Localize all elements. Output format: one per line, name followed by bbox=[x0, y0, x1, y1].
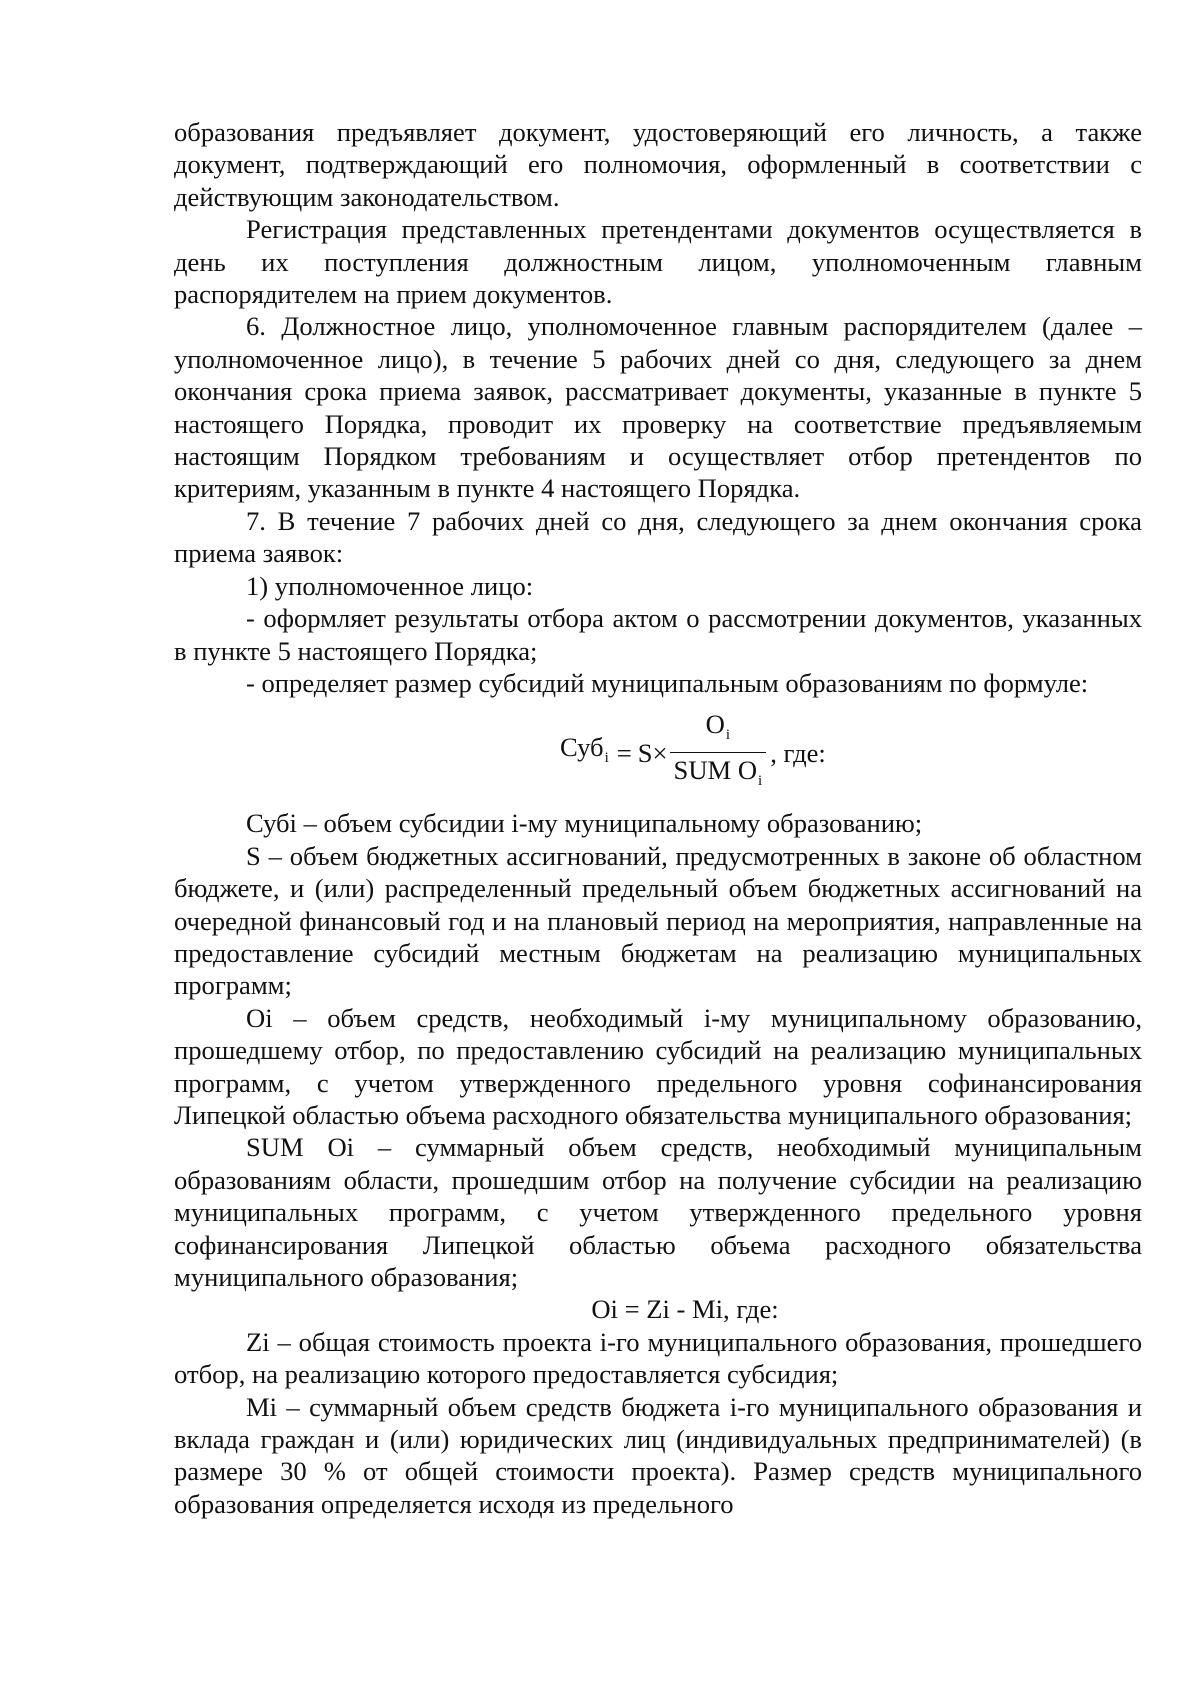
denominator-text: SUM O bbox=[673, 755, 758, 786]
paragraph-def-s: S – объем бюджетных ассигнований, предусмотренных в законе об областном бюджете, и (или) распределенный предельный объем бюджетных ассигнований на очередной финансовый год и на плановый период на мероприятия, направленные на предоставление субсидий местным бюджетам на реализацию муниципальных программ; bbox=[174, 840, 1142, 1001]
formula-lhs-subscript: i bbox=[604, 750, 609, 767]
paragraph-item-6: 6. Должностное лицо, уполномоченное главным распорядителем (далее – уполномоченное лицо), в течение 5 рабочих дней со дня, следующего за днем окончания срока приема заявок, рассматривает документы, указанные в пункте 5 настоящего Порядка, проводит их проверку на соответствие предъявляемым настоящим Порядком требованиям и осуществляет отбор претендентов по критериям, указанным в пункте 4 настоящего Порядка. bbox=[174, 311, 1142, 504]
formula-equals: = bbox=[616, 737, 632, 768]
formula-s-times: S× bbox=[637, 737, 668, 768]
paragraph-def-sub: Субi – объем субсидии i-му муниципальному образованию; bbox=[246, 808, 923, 839]
document-page bbox=[174, 116, 1142, 1520]
formula-tail: , где: bbox=[770, 737, 826, 768]
paragraph-def-mi: Mi – суммарный объем средств бюджета i-го муниципального образования и вклада граждан и (или) юридических лиц (индивидуальных предпринимателей) (в размере 30 % от общей стоимости проекта). Размер средств муниципального образования определяется исходя из предельного bbox=[174, 1391, 1142, 1519]
formula-lhs-text: Суб bbox=[560, 732, 604, 763]
paragraph-1: образования предъявляет документ, удостоверяющий его личность, а также документ, подтверждающий его полномочия, оформленный в соответствии с действующим законодательством. bbox=[174, 117, 1142, 212]
paragraph-dash-act: - оформляет результаты отбора актом о рассмотрении документов, указанных в пункте 5 настоящего Порядка; bbox=[174, 603, 1142, 666]
paragraph-def-oi: Oi – объем средств, необходимый i-му муниципальному образованию, прошедшему отбор, по предоставлению субсидий на реализацию муниципальных программ, с учетом утвержденного предельного уровня софинансирования Липецкой областью объема расходного обязательства муниципального образования; bbox=[174, 1002, 1142, 1130]
subsidy-formula bbox=[174, 703, 1142, 795]
subsidy-formula-expression bbox=[560, 709, 826, 796]
paragraph-dash-formula: - определяет размер субсидий муниципальным образованиям по формуле: bbox=[246, 667, 1089, 698]
denominator-subscript: i bbox=[758, 773, 763, 790]
paragraph-def-sum-oi: SUM Oi – суммарный объем средств, необходимый муниципальным образованиям области, прошедшим отбор на получение субсидии на реализацию муниципальных программ, с учетом утвержденного предельного уровня софинансирования Липецкой областью объема расходного обязательства муниципального образования; bbox=[174, 1132, 1142, 1292]
numerator-text: O bbox=[705, 709, 725, 740]
paragraph-subitem-1: 1) уполномоченное лицо: bbox=[246, 570, 534, 601]
paragraph-registration: Регистрация представленных претендентами документов осуществляется в день их поступления должностным лицом, уполномоченным главным распорядителем на прием документов. bbox=[174, 214, 1142, 310]
oi-formula: Oi = Zi - Mi, где: bbox=[591, 1294, 779, 1325]
fraction-denominator bbox=[670, 753, 767, 796]
fraction-numerator bbox=[702, 709, 734, 752]
formula-fraction bbox=[670, 709, 767, 796]
numerator-subscript: i bbox=[725, 727, 731, 744]
paragraph-item-7: 7. В течение 7 рабочих дней со дня, следующего за днем окончания срока приема заявок: bbox=[174, 505, 1142, 569]
paragraph-def-zi: Zi – общая стоимость проекта i-го муниципального образования, прошедшего отбор, на реализацию которого предоставляется субсидия; bbox=[174, 1326, 1142, 1390]
formula-lhs bbox=[560, 731, 609, 774]
